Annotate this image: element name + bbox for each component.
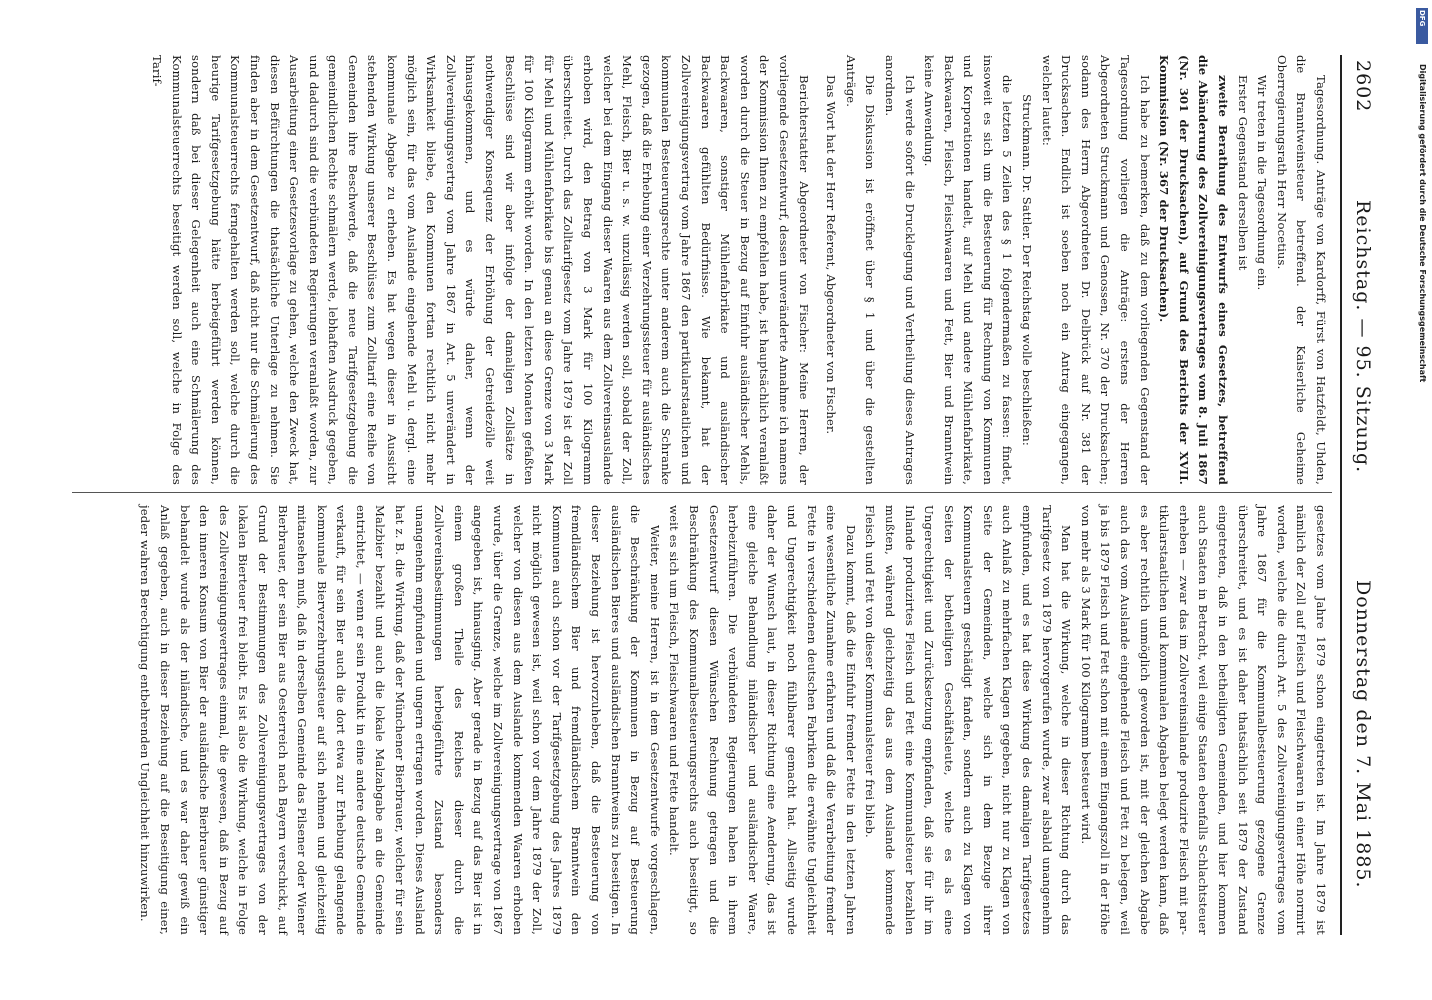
paragraph: Struckmann. Dr. Sattler. Der Reichstag wolle beschließen: [1020,94,1035,446]
paragraph: Dazu kommt, daß die Einfuhr fremder Fette in den letzten Jahren eine wesentliche Zunahme erfahren und daß die Verarbeitung fremder Fette in verschiedenen deutschen Fabriken die erwähnte Ungleichheit und Ungerechtigkeit noch fühlbarer gemacht hat. Allseitig wurde daher der Wunsch laut, in dieser Richtung eine Aenderung, das ist eine gleiche Behandlung inländischer und ausländischer Waare, herbeizuführen. Die verbündeten Regierungen haben in ihrem Gesetzentwurf diesen Wünschen Rechnung getragen und die Beschränkung des Kommunalbesteuerungsrechts auch beseitigt, so weit es sich um Fleisch, Fleischwaaren und Fette handelt. [667,505,858,935]
paragraph: die letzten 5 Zeilen des § 1 folgendermaßen zu fassen: findet, insoweit es sich um die Besteuerung für Rechnung von Kommunen und Korporationen handelt, auf Mehl und andere Mühlenfabrikate, Backwaaren, Fleisch, Fleischwaaren und Fett, Bier und Branntwein keine Anwendung. [922,55,1015,485]
paragraph: zweite Berathung des Entwurfs eines Gesetzes, betreffend die Abänderung des Zollvereinigungsvertrages vom 8. Juli 1867 (Nr. 301 der Drucksachen), auf Grund des Berichts der XVII. Kommission (Nr. 367 der Drucksachen). [1157,55,1231,485]
header-rule [1340,55,1342,935]
paragraph: gesetzes vom Jahre 1879 schon eingetreten ist. Im Jahre 1879 ist nämlich der Zoll auf Fleisch und Fleischwaaren in einer Höhe normirt worden, welche die durch Art. 5 des Zollvereinigungsvertrages vom Jahre 1867 für die Kommunalbesteuerung gezogene Grenze überschreitet, und es ist daher thatsächlich seit 1879 der Zustand eingetreten, daß in den betheiligten Gemeinden, und hier kommen auch Staaten in Betracht, weil einige Staaten ebenfalls Schlachtsteuer erheben — zwar das im Zollvereinsinlande produzirte Fleisch mit partikularstaatlichen und kommunalen Abgaben belegt werden kann, daß es aber rechtlich unmöglich geworden ist, mit der gleichen Abgabe auch das vom Auslande eingehende Fleisch und Fett zu belegen, weil ja bis 1879 Fleisch und Fett schon mit einem Eingangszoll in der Höhe von mehr als 3 Mark für 100 Kilogramm besteuert wird. [1078,505,1328,935]
paragraph: Man hat die Wirkung, welche in dieser Richtung durch das Tarifgesetz von 1879 hervorgerufen wurde, zwar alsbald unangenehm empfunden, und es hat diese Wirkung des damaligen Tarifgesetzes auch Anlaß zu mehrfachen Klagen gegeben, nicht nur zu Klagen von Seite der Gemeinden, welche sich in dem Bezuge ihrer Kommunalsteuern geschädigt fanden, sondern auch zu Klagen von Seiten der betheiligten Geschäftsleute, welche es als eine Ungerechtigkeit und Zurücksetzung empfanden, daß sie für ihr im Inlande produzirtes Fleisch und Fett eine Kommunalsteuer bezahlen mußten, während gleichzeitig das aus dem Auslande kommende Fleisch und Fett von dieser Kommunalsteuer frei blieb. [863,505,1074,935]
paragraph: Ich werde sofort die Drucklegung und Vertheilung dieses Antrages anordnen. [882,55,917,485]
text-column-left [146,55,1330,485]
digitization-sidebar [1415,8,1429,988]
paragraph: Das Wort hat der Herr Referent, Abgeordneter von Fischer. [824,75,839,435]
header-left-title: Reichstag. — 95. Sitzung. [1352,200,1374,474]
header-right-title: Donnerstag den 7. Mai 1885. [1352,580,1374,889]
page-header [1348,60,1378,940]
paragraph: Erster Gegenstand derselben ist [1235,75,1250,271]
paragraph: Tagesordnung. Anträge von Kardorff, Fürst von Hatzfeldt, Uhden, die Branntweinsteuer betreffend. der Kaiserliche Geheime Oberregierungsrath Herr Nocetius. [1274,55,1328,485]
paragraph: Wir treten in die Tagesordnung ein. [1255,75,1270,291]
column-divider [72,492,1332,493]
paragraph: Die Diskussion ist eröffnet über § 1 und über die gestellten Anträge. [843,55,878,485]
paragraph: Ich habe zu bemerken, daß zu dem vorliegenden Gegenstand der Tagesordnung vorliegen die Anträge: erstens der Herren Abgeordneten Struckmann und Genossen, Nr. 370 der Drucksachen; sodann des Herrn Abgeordneten Dr. Delbrück auf Nr. 381 der Drucksachen. Endlich ist soeben noch ein Antrag eingegangen, welcher lautet: [1039,55,1152,485]
dfg-logo [1416,8,1428,44]
page-number: 2602 [1352,60,1374,113]
dfg-logo-text: DFG [1418,10,1426,27]
text-column-right [135,505,1330,935]
digitization-note: Digitalisierung gefördert durch die Deutsche Forschungsgemeinschaft [1418,64,1427,383]
paragraph: Weiter, meine Herren, ist in dem Gesetzentwurfe vorgeschlagen, die Beschränkung der Kommunen in Bezug auf Besteuerung ausländischen Bieres und ausländischen Branntweins zu beseitigen. In dieser Beziehung ist hervorzuheben, daß die Besteuerung von fremdländischem Bier und fremdländischem Branntwein den Kommunen auch schon vor der Tarifgesetzgebung des Jahres 1879 nicht möglich gewesen ist, weil schon vor dem Jahre 1879 der Zoll, welcher von diesen aus dem Auslande kommenden Waaren erhoben wurde, über die Grenze, welche im Zollvereinigungsvertrage von 1867 angegeben ist, hinausging. Aber gerade in Bezug auf das Bier ist in einem großen Theile des Reiches dieser durch die Zollvereinsbestimmungen herbeigeführte Zustand besonders unangenehm empfunden und ungern ertragen worden. Dieses Ausland hat z. B. die Wirkung, daß der Münchener Bierbrauer, welcher für sein Malzbier bezahlt und auch die lokale Malzabgabe an die Gemeinde entrichtet, — wenn er sein Produkt in eine andere deutsche Gemeinde verkauft, für sein Bier auch die dort etwa zur Erhebung gelangende kommunale Bierverzehrungssteuer auf sich nehmen und gleichzeitig mitansehen muß, daß in derselben Gemeinde das Pilsener oder Wiener Bierbrauer, der sein Bier aus Oesterreich nach Bayern verschickt, auf Grund der Bestimmungen des Zollvereinigungsvertrages von der lokalen Bierteuer frei bleibt. Es ist also die Wirkung, welche in Folge des Zollvereinigungsvertrages einmal, die gewesen, daß in Bezug auf den inneren Konsum von Bier der ausländische Bierbrauer günstiger behandelt wurde als der inländische, und es war daher gewiß ein Anlaß gegeben, auch in dieser Beziehung auf die Beseitigung einer, jeder wahren Berechtigung entbehrenden Ungleichheit hinzuwirken. [138,505,662,935]
paragraph: Berichterstatter Abgeordneter von Fischer: Meine Herren, der vorliegende Gesetzentwurf, dessen unveränderte Annahme ich namens der Kommission Ihnen zu empfehlen habe, ist hauptsächlich veranlaßt worden durch die Steuer in Bezug auf Einfuhr ausländischer Mehls, Backwaaren, sonstiger Mühlenfabrikate und ausländischer Backwaaren gefühlten Bedürfnisse. Wie bekannt, hat der Zollvereinigungsvertrag vom Jahre 1867 den partikularstaatlichen und kommunalen Besteuerungsrechte unter anderem auch die Schranke gezogen, daß die Erhebung einer Verzehrungssteuer für ausländisches Mehl, Fleisch, Bier u. s. w. unzulässig werden soll, sobald der Zoll, welcher bei dem Eingang dieser Waaren aus dem Zollvereinsauslande erhoben wird, den Betrag von 3 Mark für 100 Kilogramm überschreitet. Durch das Zolltarifgesetz vom Jahre 1879 ist der Zoll für Mehl und Mühlenfabrikate bis genau an diese Grenze von 3 Mark für 100 Kilogramm erhöht worden. In den letzten Monaten gefaßten Beschlüsse sind wir aber infolge der damaligen Zollsätze in nothwendiger Konsequenz der Erhöhung der Getreidezölle weit hinausgekommen, und es würde daher, wenn der Zollvereinigungsvertrag vom Jahre 1867 in Art. 5 unverändert in Wirksamkeit bliebe, den Kommunen fortan rechtlich nicht mehr möglich sein, für das vom Auslande eingehende Mehl u. dergl. eine kommunale Abgabe zu erheben. Es hat wegen dieser in Aussicht stehenden Wirkung unserer Beschlüsse zum Zolltarif eine Reihe von Gemeinden ihre Beschwerde, daß die neue Tarifgesetzgebung die gemeindlichen Rechte schmälern werde, lebhaften Ausdruck gegeben, und dadurch sind die verbündeten Regierungen veranlaßt worden, zur Ausarbeitung einer Gesetzesvorlage zu gehen, welche den Zweck hat, diesen Befürchtungen die thatsächliche Unterlage zu nehmen. Sie finden aber in dem Gesetzentwurf, daß nicht nur die Schmälerung des Kommunalsteuerrechts ferngehalten werden soll, welche durch die heurige Tarifgesetzgebung hätte herbeigeführt werden können, sondern daß bei dieser Gelegenheit auch eine Schmälerung des Kommunalsteuerrechts beseitigt werden soll, welche in Folge des Tarif- [149,55,811,485]
